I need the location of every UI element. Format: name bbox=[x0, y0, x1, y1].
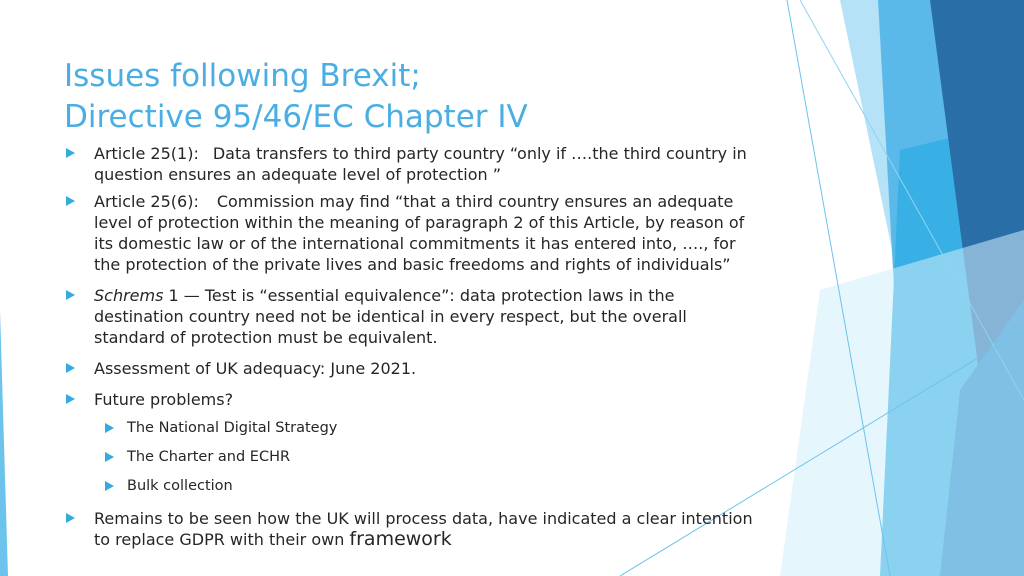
article-label: Article 25(6): bbox=[94, 192, 199, 211]
article-label: Article 25(1): bbox=[94, 144, 199, 163]
list-item-schrems bbox=[66, 285, 756, 348]
triangle-bullet-icon bbox=[66, 290, 75, 300]
bullet-list bbox=[66, 143, 756, 550]
framework-word: framework bbox=[349, 528, 452, 550]
triangle-bullet-icon bbox=[105, 423, 114, 433]
triangle-bullet-icon bbox=[66, 148, 75, 158]
triangle-bullet-icon bbox=[66, 363, 75, 373]
triangle-bullet-icon bbox=[105, 452, 114, 462]
triangle-bullet-icon bbox=[105, 481, 114, 491]
slide-title bbox=[64, 56, 764, 138]
deco-left-sliver bbox=[0, 310, 8, 576]
list-item-uk-adequacy bbox=[66, 358, 756, 379]
sub-item-text: The Charter and ECHR bbox=[127, 449, 291, 465]
article-text: Data transfers to third party country “only if ….the third country in question ensures an adequate level of protection ” bbox=[94, 144, 747, 184]
sub-item-charter-echr bbox=[66, 447, 756, 468]
uk-adequacy-text: Assessment of UK adequacy: June 2021. bbox=[94, 359, 417, 378]
title-line-1: Issues following Brexit; bbox=[64, 58, 421, 94]
list-item-article-25-1 bbox=[66, 143, 756, 185]
list-item-future-problems bbox=[66, 389, 756, 410]
triangle-bullet-icon bbox=[66, 513, 75, 523]
sub-item-bulk-collection bbox=[66, 476, 756, 497]
triangle-bullet-icon bbox=[66, 196, 75, 206]
article-text: Commission may find “that a third country ensures an adequate level of protection within the meaning of paragraph 2 of this Article, by reason of its domestic law or of the international commitments it has entered into, …., for the protection of the private lives and basic freedoms and rights of individuals” bbox=[94, 192, 745, 274]
schrems-text: 1 — Test is “essential equivalence”: data protection laws in the destination country need not be identical in every respect, but the overall standard of protection must be equivalent. bbox=[94, 286, 687, 347]
list-item-remains bbox=[66, 508, 756, 550]
remains-text: Remains to be seen how the UK will process data, have indicated a clear intention to replace GDPR with their own bbox=[94, 509, 753, 549]
sub-item-text: The National Digital Strategy bbox=[127, 420, 338, 436]
deco-pale-wedge bbox=[780, 230, 1024, 576]
future-problems-text: Future problems? bbox=[94, 390, 234, 409]
sub-item-text: Bulk collection bbox=[127, 478, 233, 494]
sub-item-digital-strategy bbox=[66, 418, 756, 439]
list-item-article-25-6 bbox=[66, 191, 756, 275]
triangle-bullet-icon bbox=[66, 394, 75, 404]
title-line-2: Directive 95/46/EC Chapter IV bbox=[64, 99, 528, 135]
schrems-italic: Schrems bbox=[94, 286, 164, 305]
